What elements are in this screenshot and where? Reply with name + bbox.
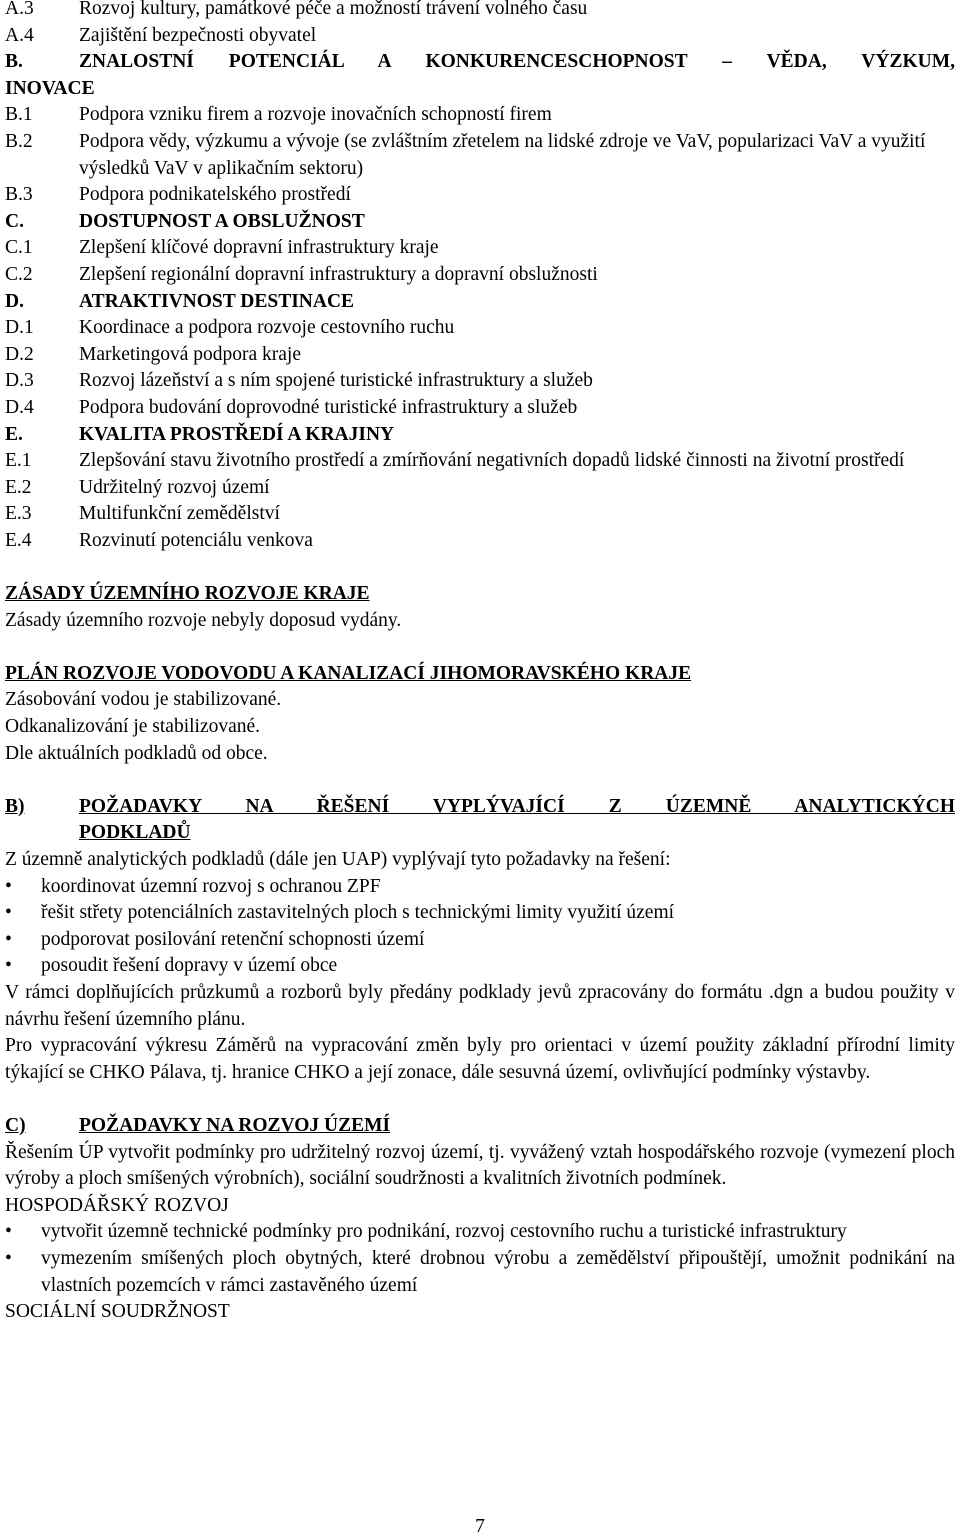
outline-item-text: Zlepšování stavu životního prostředí a zmírňování negativních dopadů lidské činnosti na životní prostředí [79,450,905,472]
section-b-paragraph-2: Pro vypracování výkresu Záměrů na vypracování změn byly pro orientaci v území použity základní přírodní limity týkající se CHKO Pálava, tj. hranice CHKO a její zonace, dále sesuvná území, ovlivňující podmínky výstavby. [5,1035,955,1083]
outline-item-code: C.2 [5,263,33,285]
outline-item [5,262,955,289]
outline-item [5,422,955,449]
spacer [5,634,955,661]
outline-item [5,182,955,209]
outline-item [5,528,955,555]
outline-item-text: Rozvinutí potenciálu venkova [79,529,313,551]
section-c-title: POŽADAVKY NA ROZVOJ ÚZEMÍ [79,1114,391,1136]
list-item [5,953,955,980]
outline-item [5,129,955,182]
section-b-paragraph-1: V rámci doplňujících průzkumů a rozborů byly předány podklady jevů zpracovány do formátu .dgn a budou použity v návrhu řešení územního plánu. [5,981,955,1030]
outline-item-code: E.3 [5,503,32,525]
section-b-title-line-1: POŽADAVKY NA ŘEŠENÍ VYPLÝVAJÍCÍ Z ÚZEMNĚ ANALYTICKÝCH [79,795,955,817]
outline-item [5,49,955,76]
outline-item-code: B. [5,51,23,73]
outline-item-code: D.1 [5,317,34,339]
plan-line-1: Zásobování vodou je stabilizované. [5,689,282,711]
outline-item [5,209,955,236]
outline-item-text: ATRAKTIVNOST DESTINACE [79,290,355,312]
outline-item-code: C. [5,210,24,232]
section-b-heading [5,794,955,821]
section-b-intro: Z územně analytických podkladů (dále jen UAP) vyplývají tyto požadavky na řešení: [5,849,671,870]
bullet-text: podporovat posilování retenční schopnosti území [41,928,425,950]
outline-item [5,76,955,103]
plan-line-3: Dle aktuálních podkladů od obce. [5,742,268,764]
outline-item-code: B.2 [5,130,33,152]
plan-line-2: Odkanalizování je stabilizované. [5,716,261,738]
bullet-icon: • [5,1221,12,1243]
spacer [5,767,955,794]
bullet-icon: • [5,955,12,977]
outline-item-text: Zlepšení regionální dopravní infrastruktury a dopravní obslužnosti [79,263,598,285]
section-c-heading [5,1113,955,1140]
bullet-icon: • [5,902,12,924]
outline-item-text: Zlepšení klíčové dopravní infrastruktury kraje [79,237,439,259]
outline-item [5,23,955,50]
bullet-icon: • [5,1247,12,1269]
outline-item [5,342,955,369]
outline-item [5,501,955,528]
spacer [5,1086,955,1113]
outline-item-code: C.1 [5,237,33,259]
list-item [5,874,955,901]
outline-item-text: Rozvoj kultury, památkové péče a možností trávení volného času [79,0,588,19]
outline-item-code: E. [5,423,23,445]
bullet-icon: • [5,875,12,897]
outline-item-code: B.3 [5,184,33,206]
section-c-key: C) [5,1114,26,1136]
outline-item-text: Podpora podnikatelského prostředí [79,184,351,206]
strategy-outline [5,0,955,554]
bullet-text: řešit střety potenciálních zastavitelných ploch s technickými limity využití území [41,902,675,924]
outline-item-text: Podpora vzniku firem a rozvoje inovačních schopností firem [79,104,552,126]
outline-item [5,235,955,262]
outline-item-text: Marketingová podpora kraje [79,343,302,365]
page-number: 7 [475,1516,485,1537]
outline-item-text: Rozvoj lázeňství a s ním spojené turistické infrastruktury a služeb [79,370,593,392]
plan-heading: PLÁN ROZVOJE VODOVODU A KANALIZACÍ JIHOMORAVSKÉHO KRAJE [5,662,692,684]
zasady-text: Zásady územního rozvoje nebyly doposud vydány. [5,609,402,631]
outline-item [5,102,955,129]
list-item [5,900,955,927]
outline-item-code: E.1 [5,450,32,472]
list-item [5,1219,955,1246]
bullet-text: vytvořit územně technické podmínky pro podnikání, rozvoj cestovního ruchu a turistické infrastruktury [41,1221,847,1243]
list-item [5,1246,955,1299]
outline-item-text: Koordinace a podpora rozvoje cestovního ruchu [79,317,455,339]
outline-item-code: B.1 [5,104,33,126]
zasady-heading: ZÁSADY ÚZEMNÍHO ROZVOJE KRAJE [5,583,370,605]
outline-item [5,448,955,475]
outline-item [5,368,955,395]
outline-item-code: A.3 [5,0,34,19]
bullet-text: vymezením smíšených ploch obytných, které drobnou výrobu a zemědělství připouštějí, umožnit podnikání na vlastních pozemcích v rámci zastavěného území [41,1247,955,1296]
outline-item [5,289,955,316]
outline-item-code: E.2 [5,476,32,498]
bullet-text: koordinovat územní rozvoj s ochranou ZPF [41,875,381,897]
subheading-economic: HOSPODÁŘSKÝ ROZVOJ [5,1194,229,1216]
subheading-social: SOCIÁLNÍ SOUDRŽNOST [5,1301,230,1323]
outline-item [5,475,955,502]
outline-item-code: D. [5,290,24,312]
outline-item [5,0,955,23]
outline-item-code: E.4 [5,529,32,551]
outline-item-text: Zajištění bezpečnosti obyvatel [79,24,317,46]
outline-item-code: D.4 [5,396,34,418]
list-item [5,927,955,954]
document-page [5,0,955,1326]
bullet-text: posoudit řešení dopravy v území obce [41,955,338,977]
outline-item-text: DOSTUPNOST A OBSLUŽNOST [79,210,365,232]
outline-item-code: D.2 [5,343,34,365]
outline-item-text: Podpora budování doprovodné turistické infrastruktury a služeb [79,396,578,418]
bullet-icon: • [5,928,12,950]
outline-item-text: INOVACE [5,77,95,99]
outline-item-text: Udržitelný rozvoj území [79,476,270,498]
section-b-title-line-2: PODKLADŮ [79,822,191,844]
spacer [5,554,955,581]
outline-item-text: ZNALOSTNÍ POTENCIÁL A KONKURENCESCHOPNOST – VĚDA, VÝZKUM, [79,51,955,73]
outline-item [5,395,955,422]
outline-item-code: D.3 [5,370,34,392]
section-c-paragraph: Řešením ÚP vytvořit podmínky pro udržitelný rozvoj území, tj. vyvážený vztah hospodářského rozvoje (vymezení ploch výroby a ploch smíšených výrobních), sociální soudržnosti a kvalitních životních podmínek. [5,1141,955,1190]
outline-item-text: Podpora vědy, výzkumu a vývoje (se zvláštním zřetelem na lidské zdroje ve VaV, popularizaci VaV a využití výsledků VaV v aplikačním sektoru) [79,130,926,179]
outline-item-code: A.4 [5,24,34,46]
outline-item [5,315,955,342]
outline-item-text: KVALITA PROSTŘEDÍ A KRAJINY [79,423,395,445]
section-b-heading-continued [5,820,955,847]
outline-item-text: Multifunkční zemědělství [79,503,280,525]
section-b-key: B) [5,795,25,817]
